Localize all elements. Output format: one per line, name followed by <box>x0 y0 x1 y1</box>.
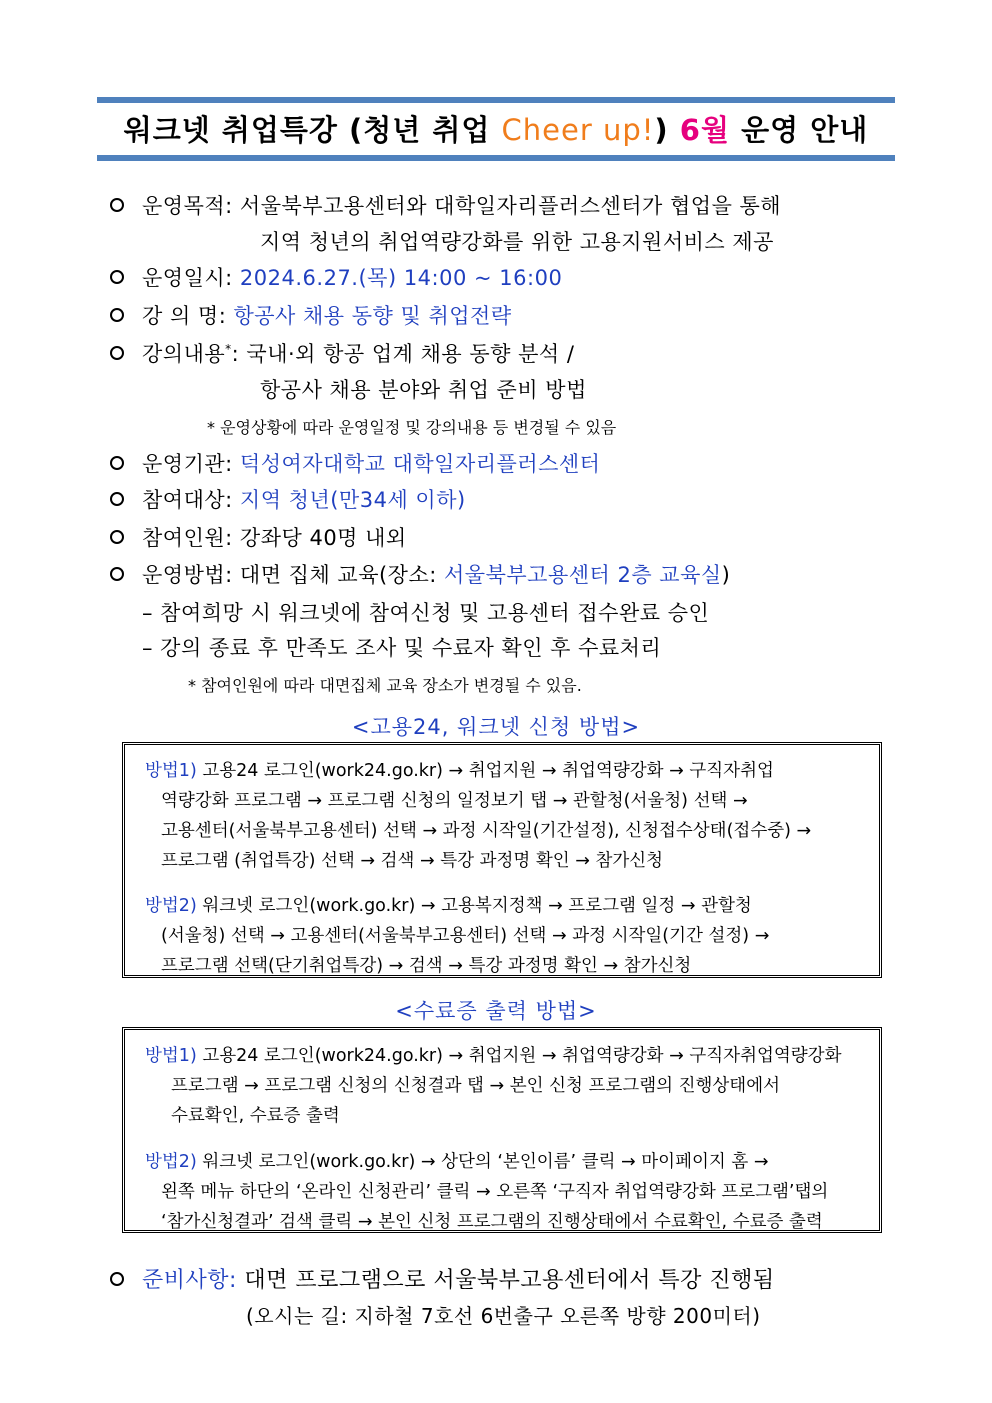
title-cheer-up: Cheer up! <box>501 113 655 147</box>
content-line1: 국내·외 항공 업계 채용 동향 분석 / <box>246 342 575 366</box>
bullet-icon <box>110 308 124 322</box>
cert-method1-line1 <box>145 1042 842 1067</box>
cert-method1-label: 방법1) <box>145 1046 197 1066</box>
cert-method1-text1: 고용24 로그인(work24.go.kr) → 취업지원 → 취업역량강화 → 구직자취업역량강화 <box>196 1046 842 1066</box>
purpose-label: 운영목적: <box>142 194 233 218</box>
org-label: 운영기관: <box>142 452 233 476</box>
cert-method2-line3: ‘참가신청결과’ 검색 클릭 → 본인 신청 프로그램의 진행상태에서 수료확인, 수료증 출력 <box>161 1212 823 1232</box>
bullet-icon <box>110 492 124 506</box>
prep-row <box>142 1263 775 1294</box>
people-label: 참여인원: <box>142 526 233 550</box>
method-place: 서울북부고용센터 2층 교육실 <box>444 563 722 587</box>
target-row <box>142 484 466 514</box>
cert-method1-line3: 수료확인, 수료증 출력 <box>171 1106 340 1126</box>
title-part3: 운영 안내 <box>729 113 869 147</box>
apply-method1-text1: 고용24 로그인(work24.go.kr) → 취업지원 → 취업역량강화 → 구직자취업 <box>196 761 774 781</box>
cert-method1-line2: 프로그램 → 프로그램 신청의 신청결과 탭 → 본인 신청 프로그램의 진행상태에서 <box>171 1076 781 1096</box>
bullet-icon <box>110 530 124 544</box>
bullet-icon <box>110 456 124 470</box>
method-value-post: ) <box>721 563 731 587</box>
bullet-icon <box>110 1272 124 1286</box>
apply-method2-label: 방법2) <box>145 896 197 916</box>
method-dash-1: – 참여희망 시 워크넷에 참여신청 및 고용센터 접수완료 승인 <box>142 601 710 625</box>
content-colon: : <box>231 342 240 366</box>
prep-directions: (오시는 길: 지하철 7호선 6번출구 오른쪽 방향 200미터) <box>246 1304 761 1328</box>
title-bottom-rule <box>97 155 895 161</box>
content-note: * 운영상황에 따라 운영일정 및 강의내용 등 변경될 수 있음 <box>207 418 617 437</box>
method-row <box>142 559 730 589</box>
method-value-pre: 대면 집체 교육(장소: <box>239 563 445 587</box>
method-label: 운영방법: <box>142 563 233 587</box>
content-line2: 항공사 채용 분야와 취업 준비 방법 <box>260 378 587 402</box>
content-label: 강의내용 <box>142 342 226 366</box>
datetime-row <box>142 262 562 292</box>
title-top-rule <box>97 97 895 103</box>
cert-box <box>122 1027 882 1233</box>
apply-method1-line1 <box>145 757 774 782</box>
bullet-icon <box>110 198 124 212</box>
bullet-icon <box>110 346 124 360</box>
apply-heading: <고용24, 워크넷 신청 방법> <box>351 715 641 739</box>
datetime-label: 운영일시: <box>142 266 233 290</box>
bullet-icon <box>110 270 124 284</box>
people-row <box>142 522 407 552</box>
title-part2: ) <box>654 113 680 147</box>
content-asterisk: * <box>225 342 232 356</box>
apply-method1-line2: 역량강화 프로그램 → 프로그램 신청의 일정보기 탭 → 관할청(서울청) 선택 → <box>161 791 748 811</box>
apply-method2-line1 <box>145 892 752 917</box>
target-value: 지역 청년(만34세 이하) <box>239 488 466 512</box>
purpose-row <box>142 190 781 220</box>
apply-method2-line3: 프로그램 선택(단기취업특강) → 검색 → 특강 과정명 확인 → 참가신청 <box>161 956 692 976</box>
apply-method1-line3: 고용센터(서울북부고용센터) 선택 → 과정 시작일(기간설정), 신청접수상태(접수중) → <box>161 821 812 841</box>
apply-method2-line2: (서울청) 선택 → 고용센터(서울북부고용센터) 선택 → 과정 시작일(기간 설정) → <box>161 926 770 946</box>
apply-method1-label: 방법1) <box>145 761 197 781</box>
cert-method2-line2: 왼쪽 메뉴 하단의 ‘온라인 신청관리’ 클릭 → 오른쪽 ‘구직자 취업역량강화 프로그램’탭의 <box>161 1182 829 1202</box>
cert-method2-line1 <box>145 1148 769 1173</box>
title-month: 6월 <box>679 113 730 147</box>
org-value: 덕성여자대학교 대학일자리플러스센터 <box>239 452 601 476</box>
target-label: 참여대상: <box>142 488 233 512</box>
prep-value: 대면 프로그램으로 서울북부고용센터에서 특강 진행됨 <box>236 1268 775 1293</box>
apply-box <box>122 742 882 978</box>
apply-method2-text1: 워크넷 로그인(work.go.kr) → 고용복지정책 → 프로그램 일정 → 관할청 <box>196 896 752 916</box>
lecture-row <box>142 300 512 330</box>
page-title <box>0 108 992 149</box>
method-note: * 참여인원에 따라 대면집체 교육 장소가 변경될 수 있음. <box>188 676 582 695</box>
cert-method2-text1: 워크넷 로그인(work.go.kr) → 상단의 ‘본인이름’ 클릭 → 마이페이지 홈 → <box>196 1152 769 1172</box>
method-dash-2: – 강의 종료 후 만족도 조사 및 수료자 확인 후 수료처리 <box>142 636 662 660</box>
datetime-value: 2024.6.27.(목) 14:00 ~ 16:00 <box>239 266 563 290</box>
content-row <box>142 338 574 368</box>
org-row <box>142 448 600 478</box>
people-value: 강좌당 40명 내외 <box>239 526 407 550</box>
title-part1: 워크넷 취업특강 (청년 취업 <box>123 113 502 147</box>
cert-heading: <수료증 출력 방법> <box>395 999 597 1023</box>
bullet-icon <box>110 567 124 581</box>
prep-label: 준비사항: <box>142 1268 237 1293</box>
purpose-line2: 지역 청년의 취업역량강화를 위한 고용지원서비스 제공 <box>260 230 774 254</box>
purpose-line1: 서울북부고용센터와 대학일자리플러스센터가 협업을 통해 <box>239 194 782 218</box>
lecture-value: 항공사 채용 동향 및 취업전략 <box>233 304 512 328</box>
cert-method2-label: 방법2) <box>145 1152 197 1172</box>
lecture-label: 강 의 명: <box>142 304 227 328</box>
apply-method1-line4: 프로그램 (취업특강) 선택 → 검색 → 특강 과정명 확인 → 참가신청 <box>161 851 664 871</box>
